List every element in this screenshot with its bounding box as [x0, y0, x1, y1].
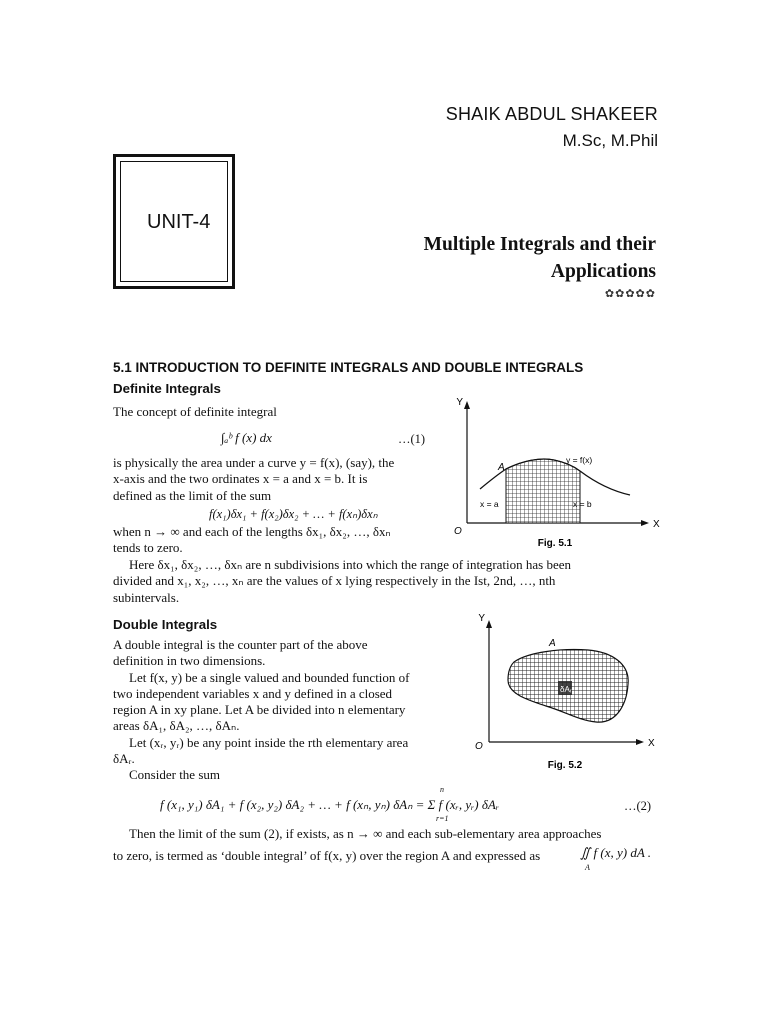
closing-paragraph: [113, 826, 658, 865]
text-line: to zero, is termed as ‘double integral’ of f(x, y) over the region A and expressed as: [113, 848, 541, 864]
equation-1-number: …(1): [398, 432, 426, 446]
text-line: two independent variables x and y defined in a closed: [113, 685, 393, 701]
x-axis-arrow-icon: [641, 520, 649, 526]
sum-upper-limit: n: [440, 785, 444, 794]
definite-integrals-heading: Definite Integrals: [113, 381, 221, 396]
text-line: is physically the area under a curve y = f(x), (say), the: [113, 455, 395, 470]
y-label: Y: [456, 397, 463, 408]
y-axis-arrow-icon: [464, 401, 470, 409]
text-line: Let f(x, y) be a single valued and bounded function of: [129, 669, 410, 685]
chapter-title-line1: Multiple Integrals and their: [423, 234, 656, 255]
right-ordinate-label: x = b: [573, 499, 592, 509]
text-line: defined as the limit of the sum: [113, 487, 272, 503]
origin-label: O: [454, 526, 462, 537]
double-integral-expression: ∬ f (x, y) dA .: [580, 845, 652, 860]
definite-paragraph-2: [113, 524, 429, 557]
text-line: areas δA₁, δA₂, …, δAₙ.: [113, 718, 240, 734]
area-label: A: [498, 462, 505, 473]
double-integrals-heading: Double Integrals: [113, 617, 218, 632]
subdivision-paragraph: [113, 557, 655, 606]
text-line: subintervals.: [113, 589, 180, 605]
element-label: δAᵣ: [560, 685, 572, 694]
fig-5-2-caption: Fig. 5.2: [547, 760, 583, 771]
origin-label: O: [475, 741, 483, 752]
curve-label: y = f(x): [566, 455, 593, 465]
x-label: X: [653, 519, 660, 530]
unit-label: UNIT-4: [147, 211, 211, 233]
section-heading: 5.1 INTRODUCTION TO DEFINITE INTEGRALS AND DOUBLE INTEGRALS: [113, 360, 584, 375]
shaded-area: [506, 459, 580, 523]
figure-5-2: [470, 610, 665, 775]
chapter-title: [336, 231, 656, 285]
equation-2-number: …(2): [624, 799, 652, 813]
double-integral-region: A: [585, 863, 590, 872]
text-line: x-axis and the two ordinates x = a and x = b. It is: [113, 471, 368, 487]
region-label: A: [549, 638, 556, 649]
text-line: Let (xᵣ, yᵣ) be any point inside the rth elementary area: [129, 734, 409, 750]
x-axis-arrow-icon: [636, 739, 644, 745]
chapter-title-line2: Applications: [550, 261, 656, 282]
x-label: X: [648, 738, 655, 749]
text-line: when n → ∞ and each of the lengths δx₁, δx₂, …, δxₙ: [113, 524, 391, 539]
text-line: tends to zero.: [113, 540, 183, 556]
definite-intro: The concept of definite integral: [113, 404, 277, 419]
sum-lower-limit: r=1: [436, 814, 449, 823]
text-line: region A in xy plane. Let A be divided into n elementary: [113, 702, 406, 718]
author-name: SHAIK ABDUL SHAKEER: [445, 104, 658, 124]
equation-1: ∫ₐᵇ f (x) dx: [221, 430, 272, 445]
double-paragraph: [113, 637, 449, 784]
ornament-stars: ✿✿✿✿✿: [604, 288, 656, 300]
equation-2: f (x₁, y₁) δA₁ + f (x₂, y₂) δA₂ + … + f (xₙ, yₙ) δAₙ = Σ f (xᵣ, yᵣ) δAᵣ: [160, 797, 500, 812]
figure-5-1: [440, 393, 665, 553]
author-degree: M.Sc, M.Phil: [562, 131, 658, 150]
unit-box: [113, 154, 235, 289]
text-line: δAᵣ.: [113, 751, 135, 767]
text-line: divided and x₁, x₂, …, xₙ are the values of x lying respectively in the Ist, 2nd, …, nth: [113, 573, 556, 589]
riemann-sum: f(x₁)δx₁ + f(x₂)δx₂ + … + f(xₙ)δxₙ: [209, 507, 378, 521]
text-line: Here δx₁, δx₂, …, δxₙ are n subdivisions into which the range of integration has been: [129, 557, 572, 572]
y-axis-arrow-icon: [486, 620, 492, 628]
definite-paragraph: [113, 455, 429, 504]
fig-5-1-caption: Fig. 5.1: [537, 538, 573, 549]
text-line: definition in two dimensions.: [113, 653, 266, 669]
left-ordinate-label: x = a: [480, 499, 499, 509]
text-line: A double integral is the counter part of the above: [113, 637, 368, 652]
text-line: Then the limit of the sum (2), if exists, as n → ∞ and each sub-elementary area approaches: [129, 826, 602, 841]
y-label: Y: [478, 613, 485, 624]
text-line: Consider the sum: [129, 767, 220, 783]
